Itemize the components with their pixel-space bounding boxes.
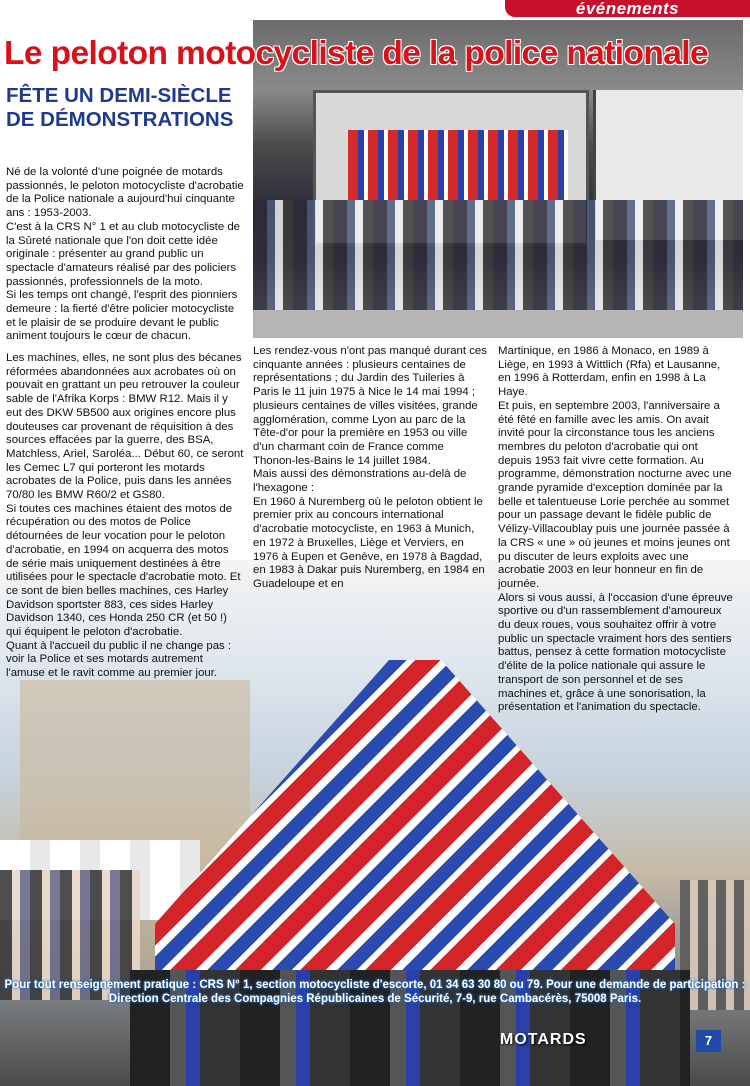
paragraph: Si toutes ces machines étaient des motos de récupération ou des motos de Police détournées de leur vocation pour le peloton d'acrobatie, en 1994 on acquerra des motos de série mais uniquement destinées à être utilisées pour le spectacle d'acrobatie moto. Et ce sont de bien belles machines, ces Harley Davidson sportster 883, ces sides Harley Davidson 1340, ces Honda 250 CR (et 50 !) qui équipent le peloton d'acrobatie. — [6, 502, 241, 639]
paragraph: Alors si vous aussi, à l'occasion d'une épreuve sportive ou d'un rassemblement d'amoureux du deux roues, vous souhaitez offrir à votre public un spectacle vraiment hors des sentiers battus, pensez à cette formation motocycliste d'élite de la police nationale qui assure le transport de son personnel et de ses machines et, grâce à une sonorisation, la présentation et l'animation du spectacle. — [498, 591, 733, 714]
subtitle-line-2: DE DÉMONSTRATIONS — [6, 108, 234, 131]
column-2 — [253, 345, 487, 592]
column-1-machines — [6, 352, 244, 681]
contact-line-2: Direction Centrale des Compagnies Républicaines de Sécurité, 7-9, rue Cambacérès, 75008 Paris. — [108, 993, 642, 1005]
paragraph: En 1960 à Nuremberg où le peloton obtient le premier prix au concours international d'acrobatie motocycliste, en 1963 à Munich, en 1972 à Bruxelles, Liège et Verviers, en 1976 à Eupen et Genève, en 1978 à Bagdad, en 1983 à Dakar puis Nuremberg, en 1984 en Guadeloupe et en — [253, 495, 485, 590]
article-subtitle — [6, 84, 246, 132]
paragraph: Les machines, elles, ne sont plus des bécanes réformées abandonnées aux acrobates où on pouvait en grattant un peu retrouver la couleur sable de l'Afrika Korps : BMW R12. Mais il y eut des DKW 5B500 aux origines encore plus douteuses car provenant de réquisition à des sources effacées par la guerre, des BSA, Matchless, Ariel, Saroléa... Début 60, ce seront les Cemec L7 qui porteront les motards acrobates de la Police, puis dans les années 70/80 les BMW R60/2 et GS80. — [6, 352, 244, 502]
paragraph: Mais aussi des démonstrations au-delà de l'hexagone : — [253, 468, 467, 495]
floor — [253, 310, 743, 338]
subtitle-line-1: FÊTE UN DEMI-SIÈCLE — [6, 84, 232, 107]
contact-info-box — [0, 978, 750, 1022]
contact-line-1: Pour tout renseignement pratique : CRS N° 1, section motocycliste d'escorte, 01 34 63 30 80 ou 79. Pour une demande de participation : — [4, 979, 746, 991]
riders-in-uniform — [348, 130, 568, 200]
column-3 — [498, 345, 734, 715]
section-tab: événements — [505, 0, 750, 17]
paragraph: Né de la volonté d'une poignée de motards passionnés, le peloton motocycliste d'acrobatie de la Police nationale a aujourd'hui cinquante ans : 1953-2003. — [6, 166, 244, 220]
paragraph: Et puis, en septembre 2003, l'anniversaire a été fêté en famille avec les amis. On avait invité pour la circonstance tous les anciens membres du peloton d'acrobatie qui ont depuis 1953 fait vivre cette formation. Au programme, démonstration nocturne avec une grande pyramide d'exception dominée par la belle et talentueuse Lorie perchée au sommet pour un passage devant le fidèle public de Vélizy-Villacoublay puis une journée passée à la CRS « une » où jeunes et moins jeunes ont pu discuter de leurs exploits avec une acrobatie 2003 en leur honneur en fin de journée. — [498, 399, 732, 590]
paragraph: Si les temps ont changé, l'esprit des pionniers demeure : la fierté d'être policier motocycliste et le plaisir de se produire devant le public animent toujours le cœur de chacun. — [6, 289, 238, 343]
paragraph: Martinique, en 1986 à Monaco, en 1989 à Liège, en 1993 à Wittlich (Rfa) et Lausanne, en 1996 à Rotterdam, enfin en 1998 à La Haye. — [498, 345, 721, 399]
paragraph: Les rendez-vous n'ont pas manqué durant ces cinquante années : plusieurs centaines de représentations ; du Jardin des Tuileries à Paris le 11 juin 1975 à Nice le 14 mai 1994 ; plusieurs centaines de villes visitées, grande agglomération, comme Lyon au parc de la Tête-d'or pour la première en 1953 ou ville d'un charmant coin de France comme Thonon-les-Bains le 14 juillet 1984. — [253, 345, 487, 467]
article-title: Le peloton motocycliste de la police nationale — [4, 35, 708, 72]
group-of-men — [253, 200, 743, 310]
page-number: 7 — [696, 1030, 721, 1052]
paragraph: C'est à la CRS N° 1 et au club motocycliste de la Sûreté nationale que l'on doit cette idée originale : présenter au grand public un spectacle d'amateurs réalisé par des policiers passionnés, professionnels de la moto. — [6, 220, 241, 288]
magazine-brand: MOTARDS — [500, 1031, 587, 1048]
column-1-intro — [6, 166, 244, 344]
paragraph: Quant à l'accueil du public il ne change pas : voir la Police et ses motards autrement l'amuse et le ravit comme au premier jour. — [6, 639, 232, 680]
